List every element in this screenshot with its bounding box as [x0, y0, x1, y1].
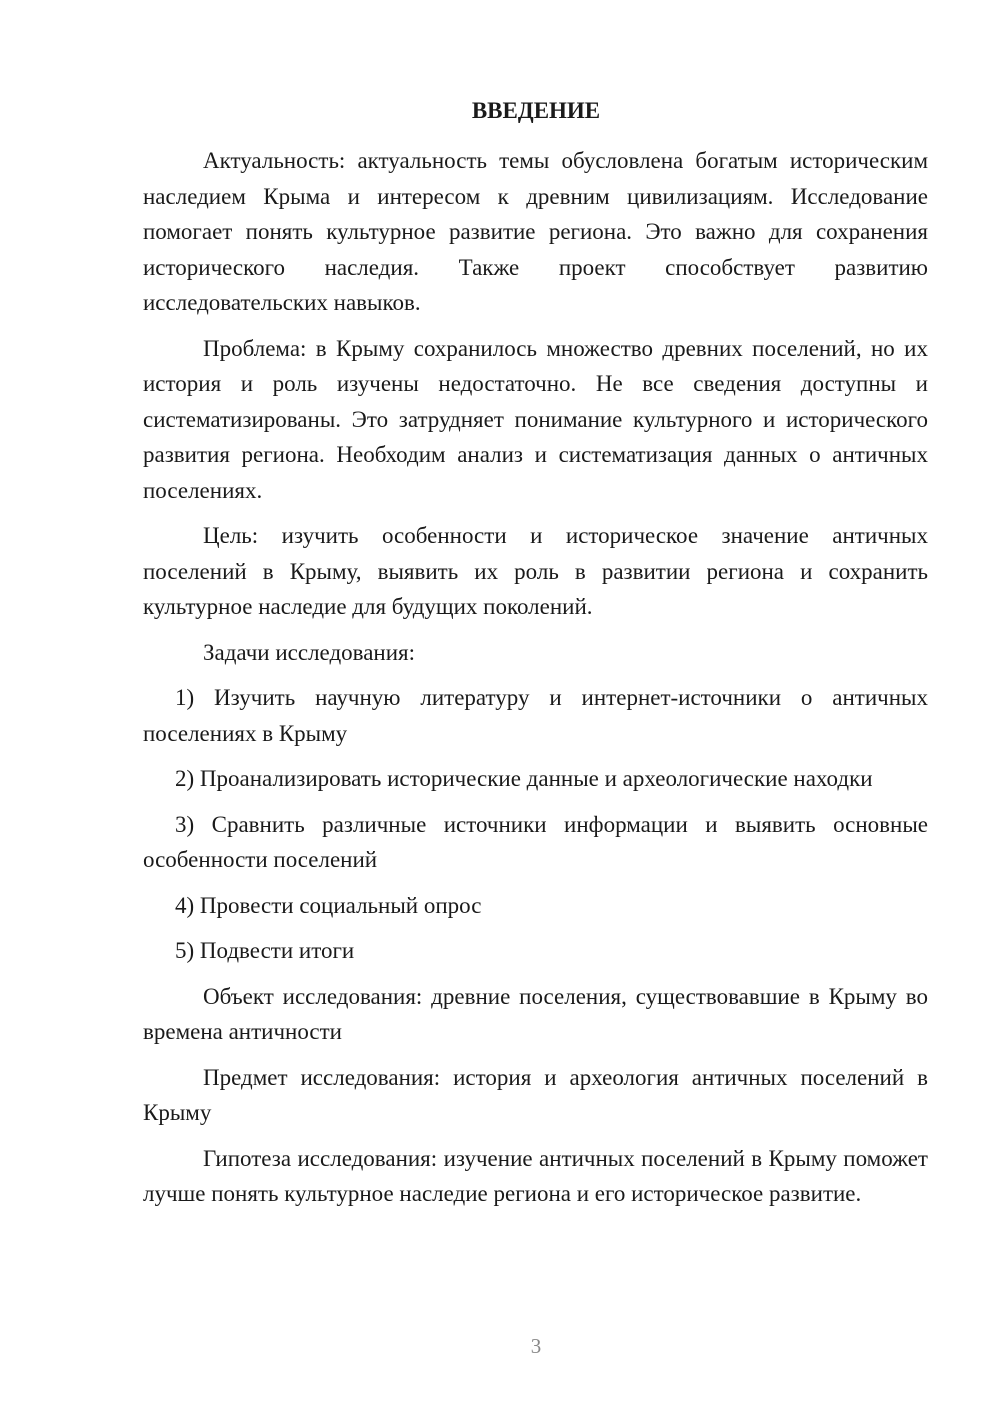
- hypothesis-paragraph: Гипотеза исследования: изучение античных поселений в Крыму поможет лучше понять культурное наследие региона и его историческое развитие.: [143, 1145, 928, 1206]
- page-number: 3: [530, 1334, 542, 1358]
- object-paragraph: Объект исследования: древние поселения, существовавшие в Крыму во времена античности: [143, 983, 928, 1044]
- task-item: 4) Провести социальный опрос: [175, 892, 482, 918]
- task-item: 5) Подвести итоги: [175, 938, 355, 963]
- task-item: 3) Сравнить различные источники информации и выявить основные особенности поселений: [143, 811, 928, 872]
- relevance-paragraph: Актуальность: актуальность темы обусловлена богатым историческим наследием Крыма и интересом к древним цивилизациям. Исследование помогает понять культурное развитие региона. Это важно для сохранения исторического наследия. Также проект способствует развитию исследовательских навыков.: [143, 148, 928, 315]
- goal-paragraph: Цель: изучить особенности и историческое значение античных поселений в Крыму, выявить их роль в развитии региона и сохранить культурное наследие для будущих поколений.: [143, 523, 928, 619]
- task-item: 2) Проанализировать исторические данные и археологические находки: [175, 766, 873, 791]
- tasks-heading: Задачи исследования:: [203, 639, 416, 665]
- problem-paragraph: Проблема: в Крыму сохранилось множество древних поселений, но их история и роль изучены недостаточно. Не все сведения доступны и систематизированы. Это затрудняет понимание культурного и исторического развития региона. Необходим анализ и систематизация данных о античных поселениях.: [143, 335, 928, 503]
- section-heading: ВВЕДЕНИЕ: [471, 98, 601, 123]
- task-item: 1) Изучить научную литературу и интернет-источники о античных поселениях в Крыму: [143, 685, 928, 746]
- subject-paragraph: Предмет исследования: история и археология античных поселений в Крыму: [143, 1064, 928, 1125]
- document-body: [143, 143, 928, 1212]
